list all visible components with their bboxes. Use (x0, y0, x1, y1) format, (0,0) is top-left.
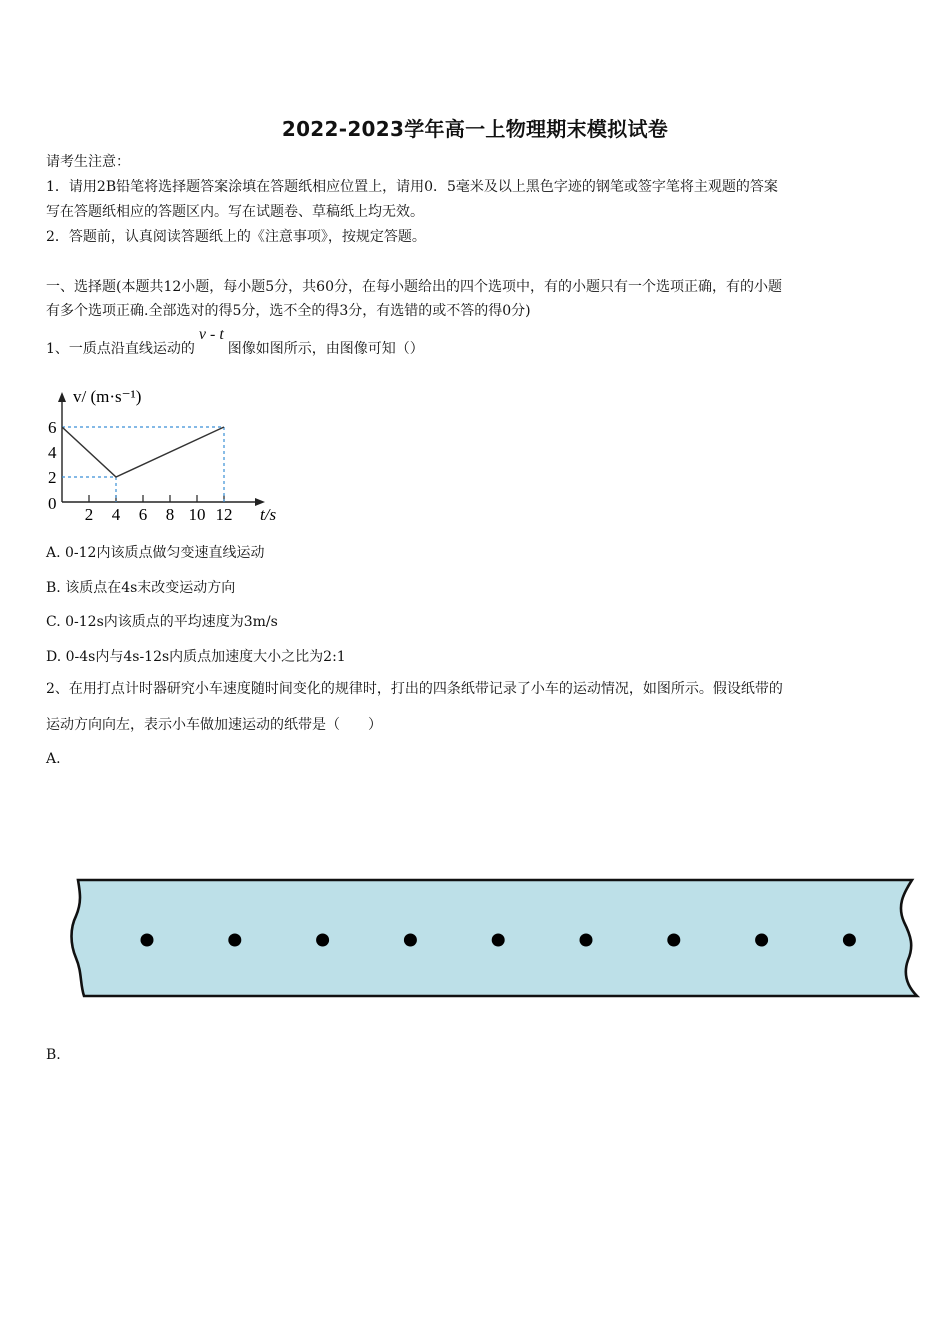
tape-dot (580, 934, 593, 947)
q1-stem-before: 1、一质点沿直线运动的 (46, 341, 195, 357)
q1-option-b: B. 该质点在4s末改变运动方向 (46, 580, 236, 596)
q2-stem-line-2: 运动方向向左，表示小车做加速运动的纸带是（ ） (46, 717, 382, 733)
tape-dot (667, 934, 680, 947)
q1-option-c: C. 0-12s内该质点的平均速度为3m/s (46, 614, 278, 630)
notice-heading: 请考生注意： (46, 154, 130, 170)
q2-option-b-label: B. (46, 1047, 61, 1063)
section-heading-line-1: 一、选择题(本题共12小题，每小题5分，共60分，在每小题给出的四个选项中，有的小题只有一个选项正确，有的小题 (46, 279, 782, 295)
q1-stem (46, 326, 424, 361)
x-tick-label: 8 (165, 505, 175, 524)
y-tick-label: 4 (48, 443, 57, 462)
notice-item-2: 2．答题前，认真阅读答题纸上的《注意事项》，按规定答题。 (46, 229, 426, 245)
tape-dot (228, 934, 241, 947)
y-axis-label: v/ (m·s⁻¹) (73, 387, 142, 406)
vt-graph (40, 378, 300, 528)
notice-item-1-line-1: 1．请用2B铅笔将选择题答案涂填在答题纸相应位置上，请用0．5毫米及以上黑色字迹的钢笔或签字笔将主观题的答案 (46, 179, 778, 195)
page-title: 2022-2023学年高一上物理期末模拟试卷 (281, 117, 669, 141)
q1-option-d: D. 0-4s内与4s-12s内质点加速度大小之比为2:1 (46, 649, 346, 665)
origin-label: 0 (48, 494, 57, 513)
y-axis-arrow (58, 392, 66, 402)
x-tick-label: 10 (188, 505, 206, 524)
x-tick-label: 12 (215, 505, 233, 524)
tape-dot (141, 934, 154, 947)
q2-stem-line-1: 2、在用打点计时器研究小车速度随时间变化的规律时，打出的四条纸带记录了小车的运动情况，如图所示。假设纸带的 (46, 681, 783, 697)
q2-option-a-label: A. (46, 751, 61, 767)
section-heading-line-2: 有多个选项正确.全部选对的得5分，选不全的得3分，有选错的或不答的得0分) (46, 303, 531, 319)
x-axis-label: t/s (260, 505, 277, 524)
paper-tape-a (60, 872, 930, 1004)
velocity-line (62, 427, 224, 477)
y-tick-label: 6 (48, 418, 57, 437)
tape-dot (843, 934, 856, 947)
q1-option-a: A. 0-12内该质点做匀变速直线运动 (46, 545, 265, 561)
tape-dot (404, 934, 417, 947)
q1-stem-vt-mark: v - t (198, 326, 224, 343)
x-tick-label: 4 (111, 505, 121, 524)
y-tick-label: 2 (48, 468, 57, 487)
tape-dot (492, 934, 505, 947)
x-tick-label: 2 (84, 505, 94, 524)
tape-dot (316, 934, 329, 947)
x-tick-label: 6 (138, 505, 148, 524)
q1-stem-after: 图像如图所示，由图像可知（） (227, 341, 424, 357)
notice-item-1-line-2: 写在答题纸相应的答题区内。写在试题卷、草稿纸上均无效。 (46, 204, 424, 220)
tape-dot (755, 934, 768, 947)
